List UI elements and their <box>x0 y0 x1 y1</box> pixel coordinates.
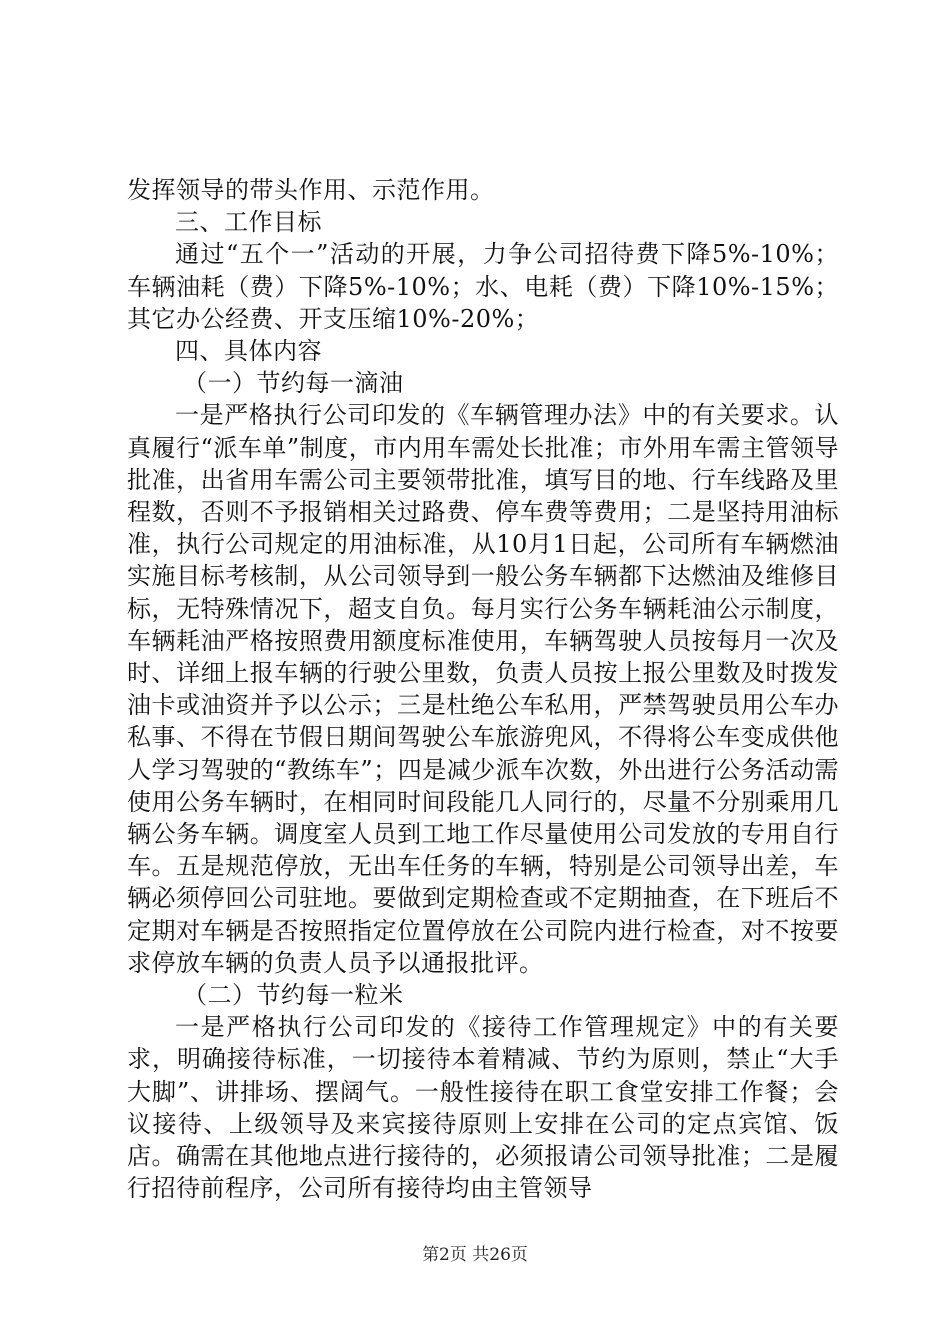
section-heading-content: 四、具体内容 <box>175 337 322 366</box>
paragraph-rice: 一是严格执行公司印发的《接待工作管理规定》中的有关要求，明确接待标准，一切接待本着精减、节约为原则，禁止“大手大脚”、讲排场、摆阔气。一般性接待在职工食堂安排工作餐；会议接待、上级领导及来宾接待原则上安排在公司的定点宾馆、饭店。确需在其他地点进行接待的，必须报请公司领导批准；二是履行招待前程序，公司所有接待均由主管领导 <box>127 1013 839 1203</box>
paragraph-goals: 通过“五个一”活动的开展，力争公司招待费下降5%-10%；车辆油耗（费）下降5%-10%；水、电耗（费）下降10%-15%；其它办公经费、开支压缩10%-20%； <box>127 240 839 333</box>
paragraph-continued: 发挥领导的带头作用、示范作用。 <box>127 176 495 204</box>
document-body <box>127 174 839 1205</box>
section-heading-goals: 三、工作目标 <box>175 208 322 237</box>
sub-heading-rice: （二）节约每一粒米 <box>183 981 404 1010</box>
page-footer: 第2页 共26页 <box>422 1245 528 1265</box>
paragraph-oil: 一是严格执行公司印发的《车辆管理办法》中的有关要求。认真履行“派车单”制度，市内用车需处长批准；市外用车需主管领导批准，出省用车需公司主要领带批准，填写目的地、行车线路及里程数，否则不予报销相关过路费、停车费等费用；二是坚持用油标准，执行公司规定的用油标准，从10月1日起，公司所有车辆燃油实施目标考核制，从公司领导到一般公务车辆都下达燃油及维修目标，无特殊情况下，超支自负。每月实行公务车辆耗油公示制度，车辆耗油严格按照费用额度标准使用，车辆驾驶人员按每月一次及时、详细上报车辆的行驶公里数，负责人员按上报公里数及时拨发油卡或油资并予以公示；三是杜绝公车私用，严禁驾驶员用公车办私事、不得在节假日期间驾驶公车旅游兜风，不得将公车变成供他人学习驾驶的“教练车”；四是减少派车次数，外出进行公务活动需使用公务车辆时，在相同时间段能几人同行的，尽量不分别乘用几辆公务车辆。调度室人员到工地工作尽量使用公司发放的专用自行车。五是规范停放，无出车任务的车辆，特别是公司领导出差，车辆必须停回公司驻地。要做到定期检查或不定期抽查，在下班后不定期对车辆是否按照指定位置停放在公司院内进行检查，对不按要求停放车辆的负责人员予以通报批评。 <box>127 401 839 977</box>
sub-heading-oil: （一）节约每一滴油 <box>183 369 404 398</box>
